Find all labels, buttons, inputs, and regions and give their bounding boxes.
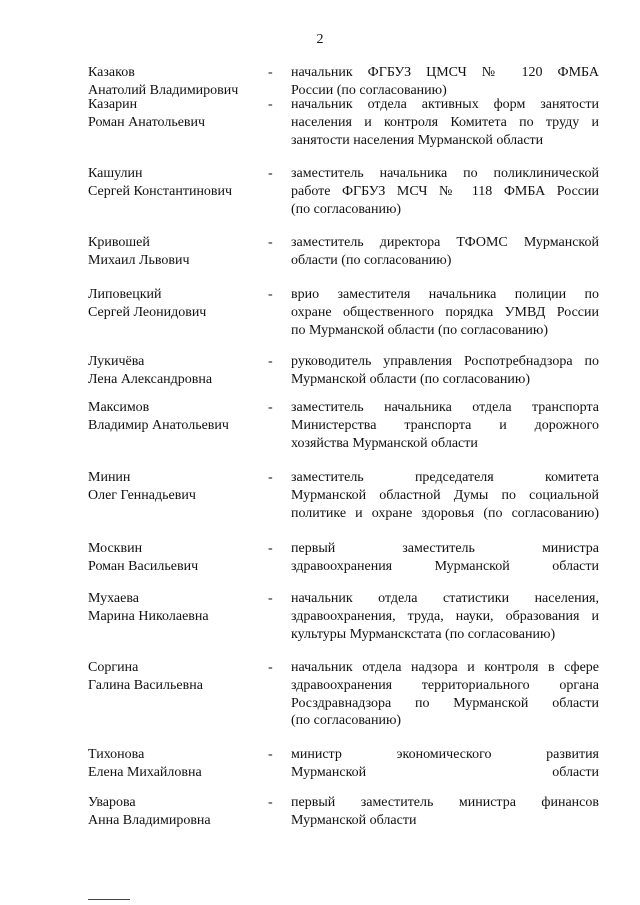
position-line: хозяйства Мурманской области bbox=[291, 435, 478, 451]
member-position bbox=[291, 590, 599, 643]
position-line: охране общественного порядка УМВД России bbox=[291, 304, 599, 320]
dash-separator: - bbox=[268, 795, 273, 810]
member-given-names: Галина Васильевна bbox=[88, 678, 203, 693]
member-surname: Кривошей bbox=[88, 235, 150, 250]
dash-separator: - bbox=[268, 400, 273, 415]
position-line: по Мурманской области (по согласованию) bbox=[291, 322, 549, 338]
member-given-names: Олег Геннадьевич bbox=[88, 488, 196, 503]
member-name bbox=[88, 353, 258, 389]
member-given-names: Лена Александровна bbox=[88, 372, 213, 387]
member-given-names: Марина Николаевна bbox=[88, 609, 209, 624]
position-line: заместитель начальника отдела транспорта bbox=[291, 400, 599, 415]
position-line: политике и охране здоровья (по согласованию) bbox=[291, 505, 599, 521]
dash-separator: - bbox=[268, 541, 273, 556]
member-name bbox=[88, 469, 258, 505]
member-position bbox=[291, 469, 599, 522]
member-given-names: Анна Владимировна bbox=[88, 813, 211, 828]
dash-separator: - bbox=[268, 660, 273, 675]
member-surname: Уварова bbox=[88, 795, 136, 810]
member-name bbox=[88, 659, 258, 695]
member-given-names: Роман Васильевич bbox=[88, 559, 199, 574]
member-given-names: Михаил Львович bbox=[88, 253, 190, 268]
member-name bbox=[88, 399, 258, 435]
dash-separator: - bbox=[268, 166, 273, 181]
member-surname: Тихонова bbox=[88, 747, 145, 762]
member-name bbox=[88, 234, 258, 270]
member-surname: Казарин bbox=[88, 97, 138, 112]
position-line: здравоохранения Мурманской области bbox=[291, 558, 599, 574]
member-name bbox=[88, 64, 258, 100]
member-given-names: Владимир Анатольевич bbox=[88, 418, 229, 433]
position-line: начальник отдела статистики населения, bbox=[291, 591, 599, 606]
member-given-names: Анатолий Владимирович bbox=[88, 83, 239, 98]
position-line: начальник отдела надзора и контроля в сфере bbox=[291, 660, 599, 675]
member-position bbox=[291, 353, 599, 389]
member-name bbox=[88, 540, 258, 576]
member-name bbox=[88, 590, 258, 626]
member-given-names: Сергей Константинович bbox=[88, 184, 233, 199]
member-surname: Казаков bbox=[88, 65, 135, 80]
position-line: работе ФГБУЗ МСЧ № 118 ФМБА России bbox=[291, 183, 599, 199]
position-line: населения и контроля Комитета по труду и bbox=[291, 114, 599, 130]
member-surname: Мухаева bbox=[88, 591, 139, 606]
member-position bbox=[291, 286, 599, 339]
member-name bbox=[88, 96, 258, 132]
page-number: 2 bbox=[316, 32, 324, 47]
position-line: заместитель председателя комитета bbox=[291, 470, 599, 485]
member-position bbox=[291, 234, 599, 270]
position-line: (по согласованию) bbox=[291, 201, 402, 217]
position-line: заместитель начальника по поликлинической bbox=[291, 166, 599, 181]
position-line: заместитель директора ТФОМС Мурманской bbox=[291, 235, 599, 250]
dash-separator: - bbox=[268, 470, 273, 485]
member-surname: Липовецкий bbox=[88, 287, 162, 302]
member-name bbox=[88, 165, 258, 201]
member-position bbox=[291, 64, 599, 100]
member-given-names: Елена Михайловна bbox=[88, 765, 202, 780]
position-line: Росздравнадзора по Мурманской области bbox=[291, 695, 599, 711]
position-line: начальник ФГБУЗ ЦМСЧ № 120 ФМБА bbox=[291, 65, 599, 80]
member-position bbox=[291, 399, 599, 452]
member-name bbox=[88, 286, 258, 322]
member-name bbox=[88, 794, 258, 830]
member-surname: Лукичёва bbox=[88, 354, 145, 369]
member-given-names: Роман Анатольевич bbox=[88, 115, 206, 130]
position-line: руководитель управления Роспотребнадзора по bbox=[291, 354, 599, 369]
member-position bbox=[291, 746, 599, 782]
position-line: области (по согласованию) bbox=[291, 252, 452, 268]
member-surname: Соргина bbox=[88, 660, 139, 675]
dash-separator: - bbox=[268, 235, 273, 250]
position-line: первый заместитель министра bbox=[291, 541, 599, 556]
member-position bbox=[291, 794, 599, 830]
position-line: культуры Мурманскстата (по согласованию) bbox=[291, 626, 556, 642]
dash-separator: - bbox=[268, 97, 273, 112]
member-given-names: Сергей Леонидович bbox=[88, 305, 207, 320]
member-name bbox=[88, 746, 258, 782]
position-line: министр экономического развития bbox=[291, 747, 599, 762]
position-line: (по согласованию) bbox=[291, 713, 402, 729]
member-surname: Москвин bbox=[88, 541, 143, 556]
member-position bbox=[291, 659, 599, 730]
member-surname: Кашулин bbox=[88, 166, 143, 181]
position-line: Мурманской области bbox=[291, 764, 599, 780]
position-line: здравоохранения, труда, науки, образования и bbox=[291, 608, 599, 624]
member-surname: Минин bbox=[88, 470, 131, 485]
position-line: начальник отдела активных форм занятости bbox=[291, 97, 599, 112]
member-position bbox=[291, 165, 599, 218]
dash-separator: - bbox=[268, 747, 273, 762]
position-line: России (по согласованию) bbox=[291, 82, 447, 98]
position-line: первый заместитель министра финансов bbox=[291, 795, 599, 810]
position-line: Министерства транспорта и дорожного bbox=[291, 417, 599, 433]
member-surname: Максимов bbox=[88, 400, 150, 415]
member-position bbox=[291, 540, 599, 576]
position-line: Мурманской областной Думы по социальной bbox=[291, 487, 599, 503]
dash-separator: - bbox=[268, 287, 273, 302]
position-line: Мурманской области (по согласованию) bbox=[291, 371, 531, 387]
member-position bbox=[291, 96, 599, 149]
position-line: Мурманской области bbox=[291, 812, 417, 828]
dash-separator: - bbox=[268, 354, 273, 369]
footer-rule bbox=[88, 899, 130, 900]
position-line: здравоохранения территориального органа bbox=[291, 677, 599, 693]
dash-separator: - bbox=[268, 591, 273, 606]
position-line: врио заместителя начальника полиции по bbox=[291, 287, 599, 302]
dash-separator: - bbox=[268, 65, 273, 80]
position-line: занятости населения Мурманской области bbox=[291, 132, 544, 148]
